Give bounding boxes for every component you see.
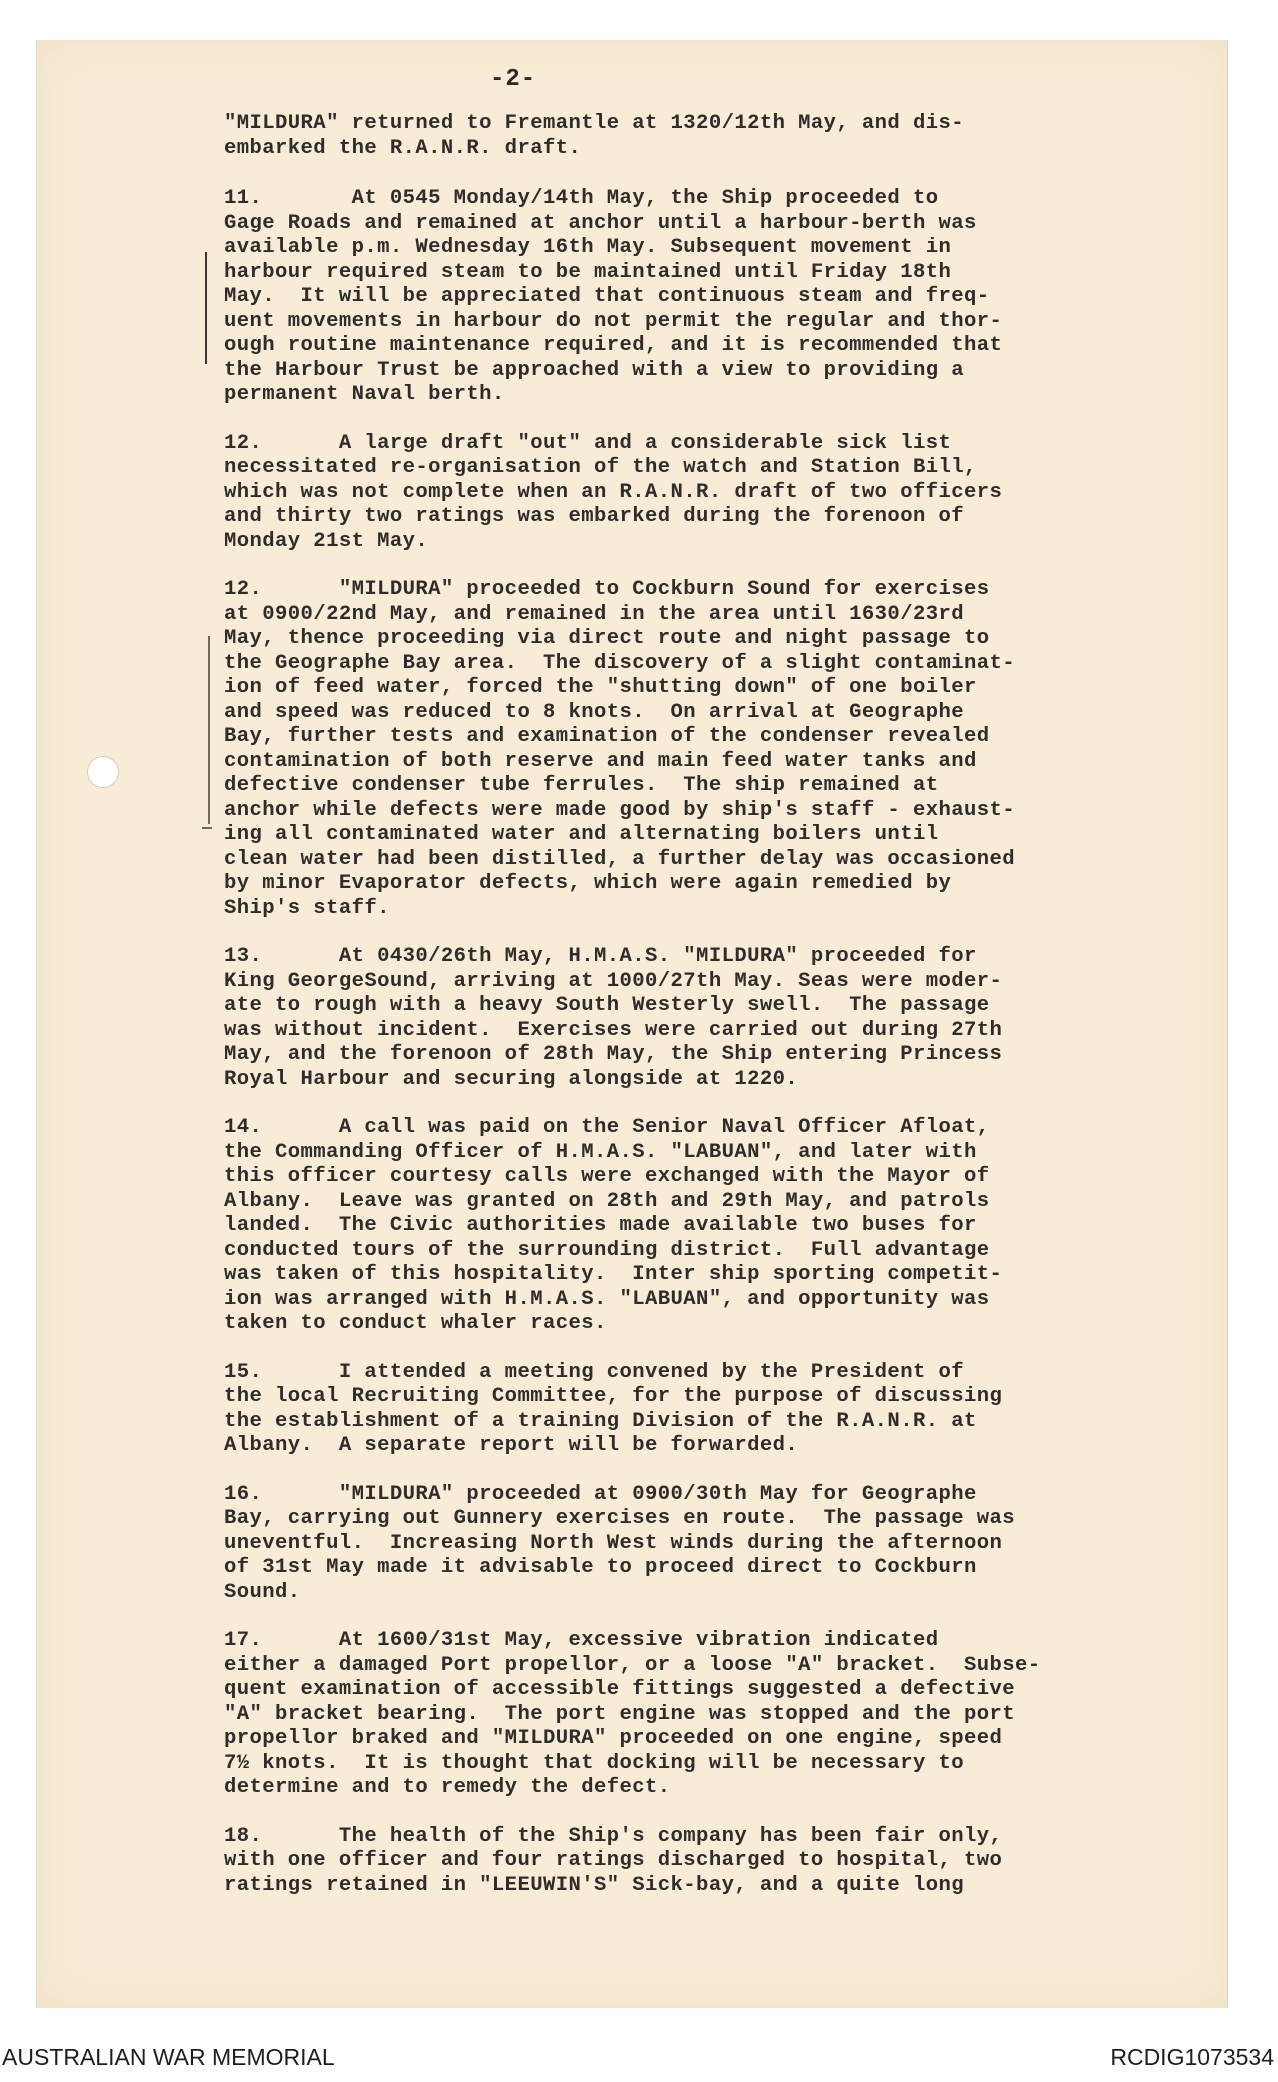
text-line: contamination of both reserve and main feed water tanks and [224, 749, 977, 773]
text-line: was taken of this hospitality. Inter ship sporting competit- [224, 1263, 1003, 1286]
text-line: taken to conduct whaler races. [224, 1312, 607, 1335]
text-line: Bay, further tests and examination of the condenser revealed [224, 725, 990, 748]
text-line: King GeorgeSound, arriving at 1000/27th May. Seas were moder- [224, 969, 1003, 993]
paragraph [224, 1483, 1184, 1606]
text-line: ratings retained in "LEEUWIN'S" Sick-bay, and a quite long [224, 1873, 964, 1897]
text-line: 16. "MILDURA" proceeded at 0900/30th May for Geographe [224, 1482, 977, 1506]
paragraph [224, 578, 1184, 921]
text-line: propellor braked and "MILDURA" proceeded on one engine, speed [224, 1727, 1003, 1750]
paragraph [224, 945, 1184, 1092]
paragraph [224, 432, 1184, 555]
text-line: Albany. Leave was granted on 28th and 29th May, and patrols [224, 1189, 990, 1213]
margin-mark [208, 636, 210, 824]
text-line: quent examination of accessible fittings suggested a defective [224, 1678, 1016, 1701]
text-line: 14. A call was paid on the Senior Naval Officer Afloat, [224, 1116, 990, 1139]
margin-mark [205, 252, 207, 364]
text-line: uneventful. Increasing North West winds during the afternoon [224, 1531, 1003, 1555]
paragraph [224, 112, 1184, 161]
text-line: the establishment of a training Division of the R.A.N.R. at [224, 1409, 977, 1433]
text-line: May. It will be appreciated that continuous steam and freq- [224, 285, 990, 308]
paragraph [224, 1629, 1184, 1801]
record-id: RCDIG1073534 [1110, 2044, 1274, 2070]
text-line: 15. I attended a meeting convened by the President of [224, 1360, 964, 1384]
paragraph [224, 1361, 1184, 1459]
text-line: the Commanding Officer of H.M.A.S. "LABUAN", and later with [224, 1140, 977, 1164]
text-line: ion of feed water, forced the "shutting down" of one boiler [224, 676, 977, 699]
paragraph [224, 1116, 1184, 1337]
text-line: with one officer and four ratings discharged to hospital, two [224, 1849, 1003, 1872]
text-line: permanent Naval berth. [224, 383, 505, 406]
text-line: 11. At 0545 Monday/14th May, the Ship proceeded to [224, 187, 939, 210]
text-line: harbour required steam to be maintained until Friday 18th [224, 260, 952, 284]
text-line: and speed was reduced to 8 knots. On arrival at Geographe [224, 700, 964, 724]
text-line: anchor while defects were made good by ship's staff - exhaust- [224, 798, 1016, 822]
text-line: May, and the forenoon of 28th May, the Ship entering Princess [224, 1043, 1003, 1066]
text-line: Bay, carrying out Gunnery exercises en route. The passage was [224, 1507, 1016, 1530]
text-line: available p.m. Wednesday 16th May. Subsequent movement in [224, 236, 952, 259]
text-line: ough routine maintenance required, and it is recommended that [224, 334, 1003, 357]
text-line: 12. "MILDURA" proceeded to Cockburn Sound for exercises [224, 578, 990, 601]
punch-hole [87, 756, 119, 788]
text-line: uent movements in harbour do not permit the regular and thor- [224, 309, 1003, 333]
text-line: determine and to remedy the defect. [224, 1776, 671, 1799]
archive-footer [0, 2030, 1278, 2082]
text-line: and thirty two ratings was embarked during the forenoon of [224, 505, 964, 528]
text-line: ate to rough with a heavy South Westerly swell. The passage [224, 994, 990, 1017]
text-line: either a damaged Port propellor, or a loose "A" bracket. Subse- [224, 1653, 1041, 1677]
text-line: embarked the R.A.N.R. draft. [224, 136, 582, 160]
text-line: Albany. A separate report will be forwarded. [224, 1434, 799, 1457]
text-line: Sound. [224, 1580, 301, 1604]
text-line: 18. The health of the Ship's company has been fair only, [224, 1824, 1003, 1848]
text-line: "MILDURA" returned to Fremantle at 1320/12th May, and dis- [224, 112, 964, 135]
text-line: which was not complete when an R.A.N.R. draft of two officers [224, 480, 1003, 504]
text-line: Monday 21st May. [224, 529, 429, 553]
document-body [224, 112, 1184, 1922]
text-line: necessitated re-organisation of the watch and Station Bill, [224, 456, 977, 479]
text-line: of 31st May made it advisable to proceed direct to Cockburn [224, 1556, 977, 1579]
text-line: Gage Roads and remained at anchor until a harbour-berth was [224, 211, 977, 235]
text-line: the Harbour Trust be approached with a view to providing a [224, 358, 964, 382]
text-line: conducted tours of the surrounding district. Full advantage [224, 1238, 990, 1262]
text-line: ing all contaminated water and alternating boilers until [224, 823, 939, 846]
text-line: 17. At 1600/31st May, excessive vibration indicated [224, 1629, 939, 1652]
text-line: Ship's staff. [224, 896, 390, 920]
text-line: landed. The Civic authorities made available two buses for [224, 1214, 977, 1237]
text-line: 12. A large draft "out" and a considerable sick list [224, 431, 952, 455]
text-line: ion was arranged with H.M.A.S. "LABUAN", and opportunity was [224, 1287, 990, 1311]
text-line: was without incident. Exercises were carried out during 27th [224, 1018, 1003, 1042]
text-line: the local Recruiting Committee, for the purpose of discussing [224, 1385, 1003, 1408]
text-line: at 0900/22nd May, and remained in the area until 1630/23rd [224, 602, 964, 626]
text-line: defective condenser tube ferrules. The ship remained at [224, 774, 939, 797]
text-line: Royal Harbour and securing alongside at 1220. [224, 1067, 799, 1091]
text-line: May, thence proceeding via direct route and night passage to [224, 627, 990, 650]
text-line: 7½ knots. It is thought that docking will be necessary to [224, 1751, 964, 1775]
text-line: 13. At 0430/26th May, H.M.A.S. "MILDURA" proceeded for [224, 945, 977, 968]
text-line: "A" bracket bearing. The port engine was stopped and the port [224, 1702, 1016, 1726]
archive-name: AUSTRALIAN WAR MEMORIAL [2, 2044, 335, 2070]
text-line: the Geographe Bay area. The discovery of a slight contaminat- [224, 651, 1016, 675]
text-line: by minor Evaporator defects, which were again remedied by [224, 872, 952, 895]
paragraph [224, 1825, 1184, 1899]
paragraph [224, 187, 1184, 408]
margin-tick [202, 827, 212, 829]
text-line: clean water had been distilled, a further delay was occasioned [224, 847, 1016, 871]
page-number: -2- [490, 66, 537, 93]
text-line: this officer courtesy calls were exchanged with the Mayor of [224, 1165, 990, 1188]
